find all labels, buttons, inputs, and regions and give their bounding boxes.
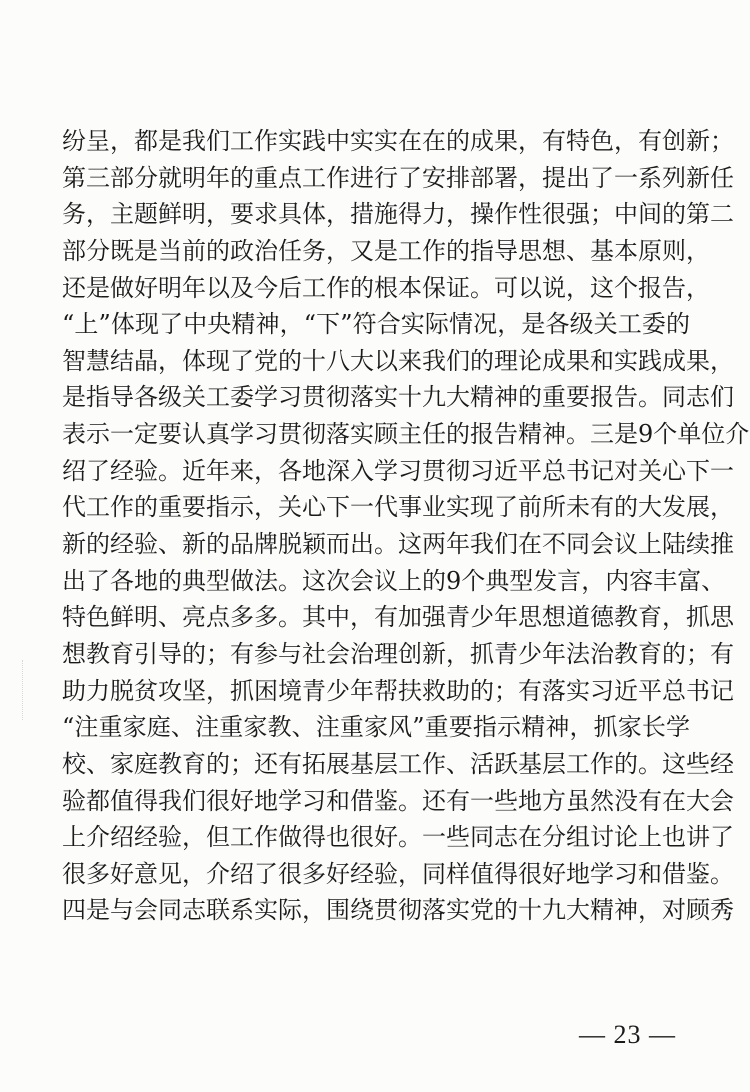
text-line: “上”体现了中央精神，“下”符合实际情况，是各级关工委的: [62, 310, 690, 339]
text-line: 代工作的重要指示，关心下一代事业实现了前所未有的大发展，: [62, 493, 734, 522]
text-line: 部分既是当前的政治任务，又是工作的指导思想、基本原则，: [62, 236, 710, 265]
text-line: 特色鲜明、亮点多多。其中，有加强青少年思想道德教育，抓思: [62, 603, 734, 632]
text-line: “注重家庭、注重家教、注重家风”重要指示精神，抓家长学: [62, 713, 690, 742]
text-line: 是指导各级关工委学习贯彻落实十九大精神的重要报告。同志们: [62, 383, 734, 412]
text-line: 出了各地的典型做法。这次会议上的9个典型发言，内容丰富、: [62, 566, 726, 595]
text-line: 上介绍经验，但工作做得也很好。一些同志在分组讨论上也讲了: [62, 823, 734, 852]
text-line: 很多好意见，介绍了很多好经验，同样值得很好地学习和借鉴。: [62, 859, 734, 888]
text-line: 务，主题鲜明，要求具体，措施得力，操作性很强；中间的第二: [62, 200, 734, 229]
page-number: — 23 —: [579, 1020, 676, 1049]
text-line: 还是做好明年以及今后工作的根本保证。可以说，这个报告，: [62, 273, 710, 302]
text-line: 绍了经验。近年来，各地深入学习贯彻习近平总书记对关心下一: [62, 456, 734, 485]
text-line: 校、家庭教育的；还有拓展基层工作、活跃基层工作的。这些经: [62, 749, 734, 778]
text-line: 想教育引导的；有参与社会治理创新，抓青少年法治教育的；有: [62, 639, 734, 668]
text-line: 助力脱贫攻坚，抓困境青少年帮扶救助的；有落实习近平总书记: [62, 676, 734, 705]
text-line: 验都值得我们很好地学习和借鉴。还有一些地方虽然没有在大会: [62, 786, 734, 815]
text-line: 四是与会同志联系实际，围绕贯彻落实党的十九大精神，对顾秀: [62, 896, 734, 925]
text-line: 第三部分就明年的重点工作进行了安排部署，提出了一系列新任: [62, 163, 734, 192]
text-line: 纷呈，都是我们工作实践中实实在在的成果，有特色，有创新；: [62, 127, 734, 155]
margin-mark: [22, 660, 25, 720]
text-line: 智慧结晶，体现了党的十八大以来我们的理论成果和实践成果，: [62, 346, 734, 375]
text-line: 表示一定要认真学习贯彻落实顾主任的报告精神。三是9个单位介: [62, 420, 750, 449]
body-text: [62, 123, 750, 929]
text-line: 新的经验、新的品牌脱颖而出。这两年我们在不同会议上陆续推: [62, 530, 734, 559]
